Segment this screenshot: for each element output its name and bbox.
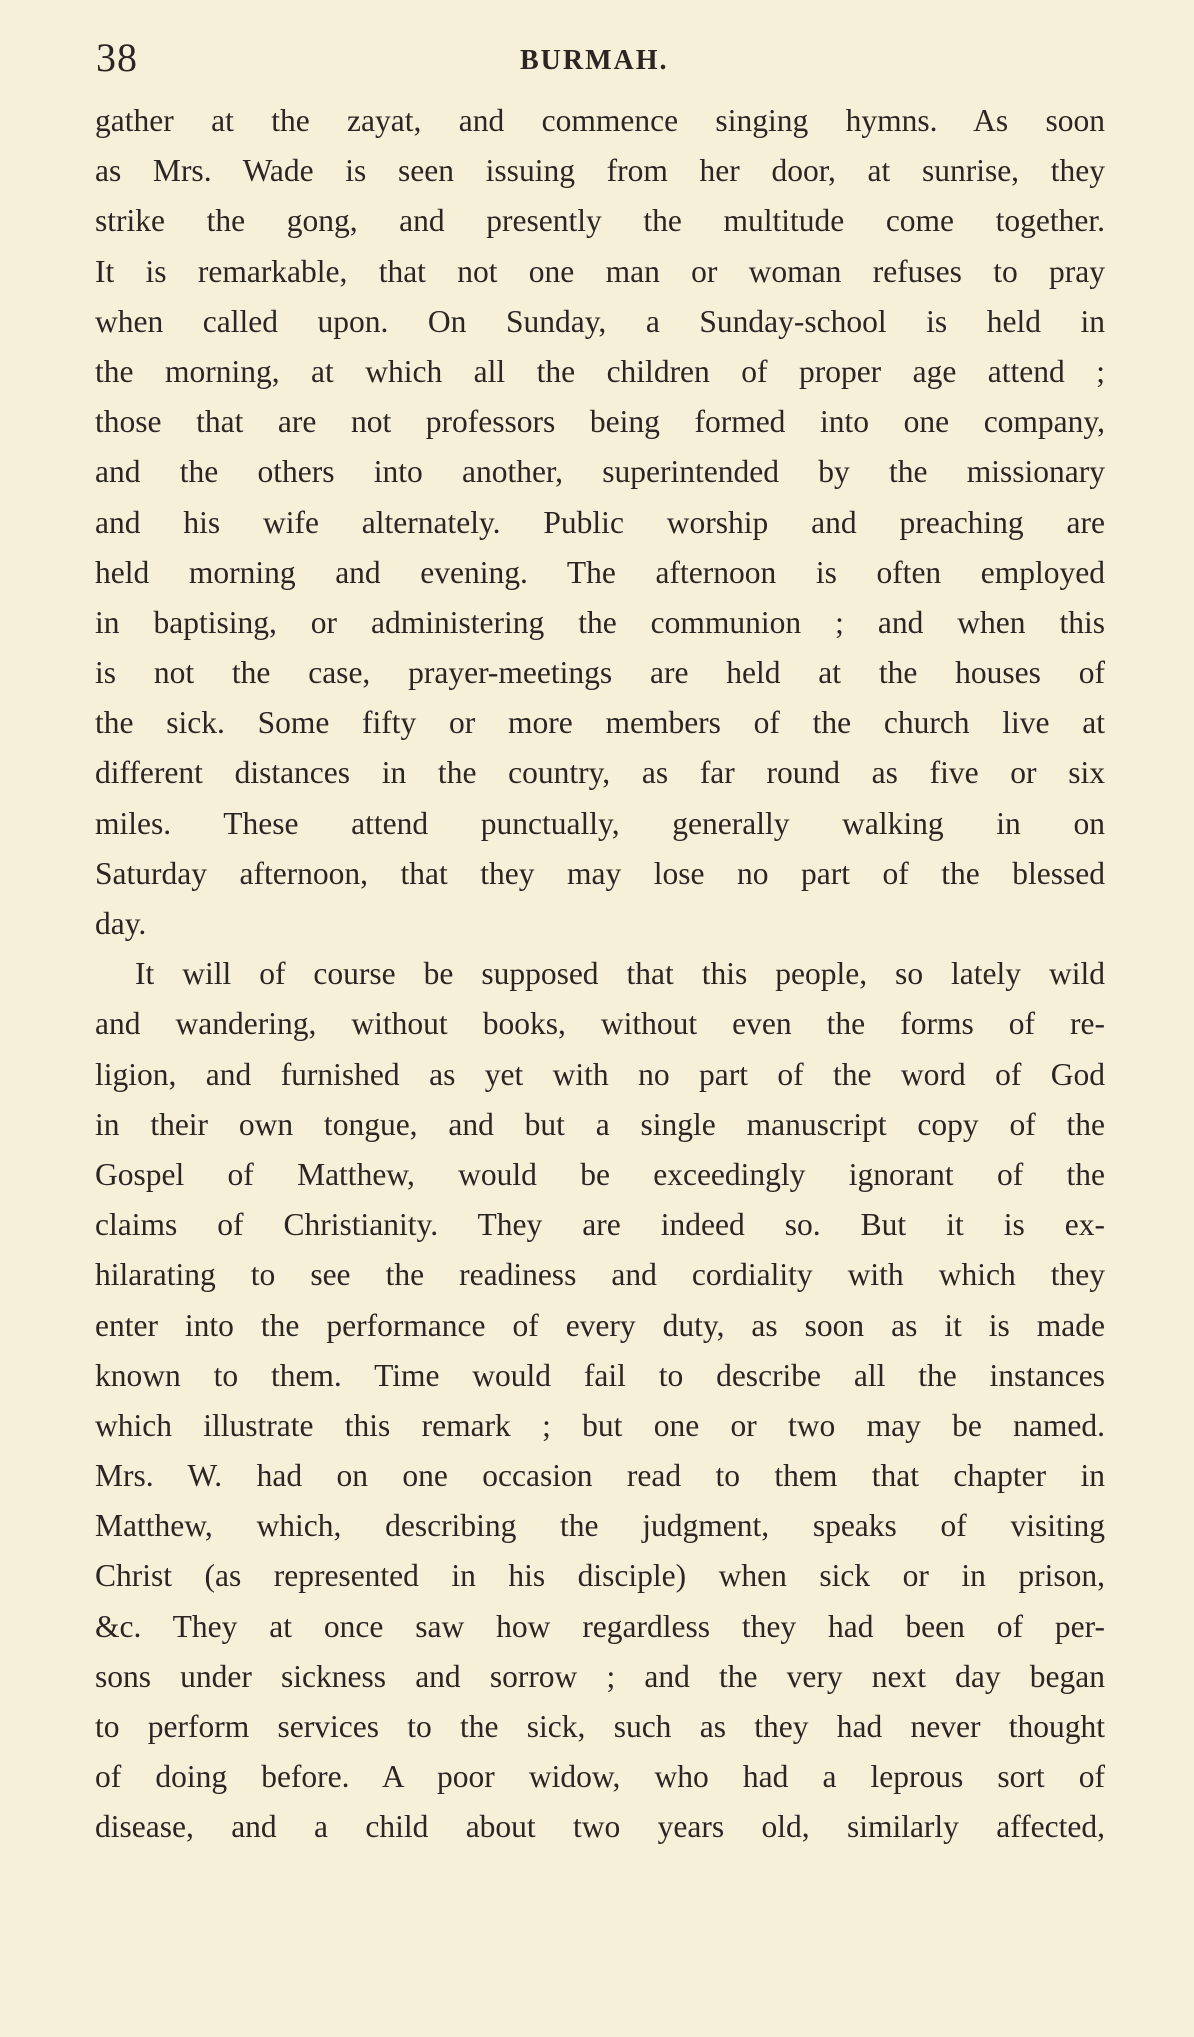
text-line: held morning and evening. The afternoon is often employed — [95, 554, 1105, 590]
running-head: BURMAH. — [520, 45, 669, 76]
text-line: sons under sickness and sorrow ; and the very next day began — [95, 1658, 1105, 1694]
text-line: known to them. Time would fail to describe all the instances — [95, 1357, 1105, 1393]
paragraph-start-line: It will of course be supposed that this people, so lately wild — [135, 956, 1105, 992]
text-line: Matthew, which, describing the judgment, speaks of visiting — [95, 1508, 1105, 1544]
text-line: and the others into another, superintended by the missionary — [95, 454, 1105, 490]
text-line: ligion, and furnished as yet with no part of the word of God — [95, 1056, 1105, 1092]
text-line: the sick. Some fifty or more members of the church live at — [95, 705, 1105, 741]
text-line: in their own tongue, and but a single manuscript copy of the — [95, 1106, 1105, 1142]
text-line: strike the gong, and presently the multitude come together. — [95, 203, 1105, 239]
text-line: Mrs. W. had on one occasion read to them that chapter in — [95, 1458, 1105, 1494]
text-line: is not the case, prayer-meetings are held at the houses of — [95, 655, 1105, 691]
text-line: Christ (as represented in his disciple) when sick or in prison, — [95, 1558, 1105, 1594]
text-line: to perform services to the sick, such as they had never thought — [95, 1709, 1105, 1744]
text-line: hilarating to see the readiness and cordiality with which they — [95, 1257, 1105, 1293]
text-line: different distances in the country, as far round as five or six — [95, 755, 1105, 791]
text-line: claims of Christianity. They are indeed so. But it is ex- — [95, 1207, 1105, 1243]
text-line: It is remarkable, that not one man or woman refuses to pray — [95, 253, 1105, 289]
page-number: 38 — [96, 35, 138, 80]
body-text — [95, 96, 1105, 1853]
text-line: as Mrs. Wade is seen issuing from her door, at sunrise, they — [95, 153, 1105, 189]
text-line: and wandering, without books, without even the forms of re- — [95, 1006, 1105, 1042]
text-line: and his wife alternately. Public worship and preaching are — [95, 504, 1105, 540]
text-line: the morning, at which all the children of proper age attend ; — [95, 353, 1105, 389]
text-line: disease, and a child about two years old, similarly affected, — [95, 1809, 1105, 1845]
text-line: in baptising, or administering the communion ; and when this — [95, 604, 1105, 640]
text-line: of doing before. A poor widow, who had a leprous sort of — [95, 1759, 1105, 1795]
text-line: gather at the zayat, and commence singing hymns. As soon — [95, 103, 1105, 138]
page-header — [0, 28, 1194, 88]
text-line: miles. These attend punctually, generally walking in on — [95, 805, 1105, 841]
text-line: those that are not professors being formed into one company, — [95, 404, 1105, 440]
text-line: Gospel of Matthew, would be exceedingly ignorant of the — [95, 1156, 1105, 1192]
text-line: which illustrate this remark ; but one or two may be named. — [95, 1407, 1105, 1443]
text-line: enter into the performance of every duty, as soon as it is made — [95, 1307, 1105, 1343]
text-line: Saturday afternoon, that they may lose no part of the blessed — [95, 855, 1105, 891]
text-line: when called upon. On Sunday, a Sunday-school is held in — [95, 303, 1105, 339]
paragraph-end-line: day. — [95, 906, 147, 941]
text-line: &c. They at once saw how regardless they had been of per- — [95, 1608, 1105, 1644]
